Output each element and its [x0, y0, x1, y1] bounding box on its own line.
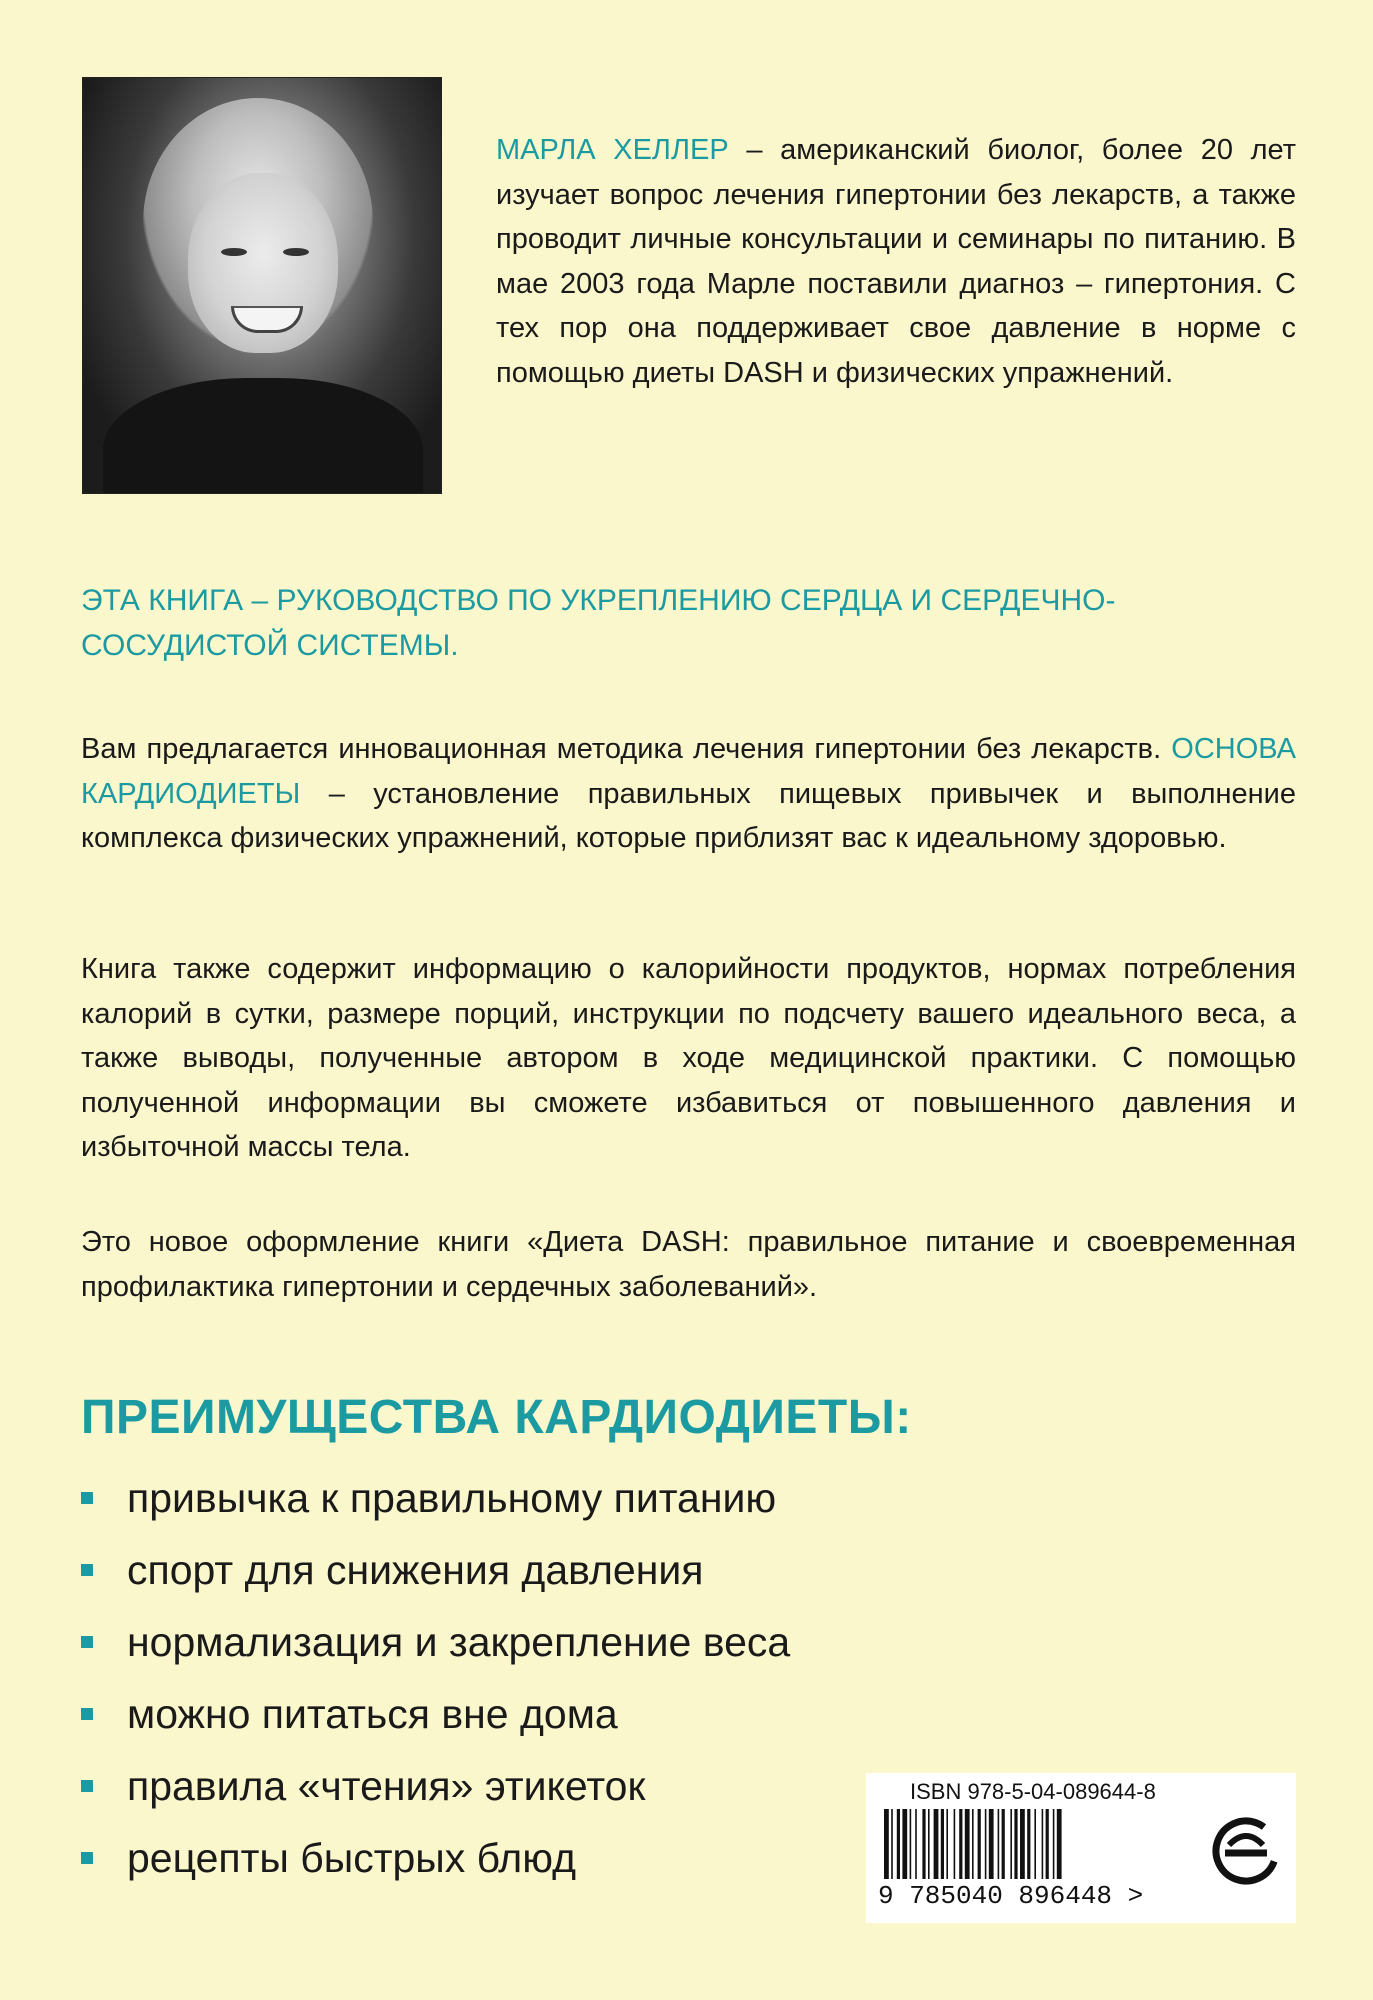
isbn-barcode: [866, 1773, 1296, 1923]
advantage-item: [81, 1542, 790, 1614]
advantage-item: [81, 1470, 790, 1542]
description-paragraph-3: Это новое оформление книги «Диета DASH: правильное питание и своевременная профилактика гипертонии и сердечных заболеваний».: [81, 1226, 1296, 1303]
advantage-item: [81, 1758, 790, 1830]
publisher-logo-icon: [1211, 1815, 1281, 1887]
description-paragraph-1: [81, 727, 1296, 861]
author-bio: [496, 128, 1296, 395]
advantage-text: можно питаться вне дома: [127, 1691, 618, 1737]
advantage-item: [81, 1686, 790, 1758]
advantage-text: правила «чтения» этикеток: [127, 1763, 646, 1809]
barcode-bars: [878, 1809, 1198, 1881]
author-photo: [82, 77, 442, 494]
advantages-title: ПРЕИМУЩЕСТВА КАРДИОДИЕТЫ:: [81, 1391, 912, 1444]
advantage-text: спорт для снижения давления: [127, 1547, 704, 1593]
advantages-list: [81, 1470, 790, 1902]
p1-text-end: – установление правильных пищевых привычек и выполнение комплекса физических упражнений, которые приблизят вас к идеальному здоровью.: [81, 777, 1296, 854]
advantage-item: [81, 1614, 790, 1686]
square-bullet-icon: [81, 1780, 93, 1792]
advantage-text: рецепты быстрых блюд: [127, 1835, 576, 1881]
square-bullet-icon: [81, 1564, 93, 1576]
p1-highlight: ОСНОВА КАРДИОДИЕТЫ: [81, 733, 1296, 810]
advantage-text: привычка к правильному питанию: [127, 1475, 777, 1521]
square-bullet-icon: [81, 1636, 93, 1648]
square-bullet-icon: [81, 1492, 93, 1504]
p1-text-start: Вам предлагается инновационная методика лечения гипертонии без лекарств.: [81, 733, 1172, 765]
author-bio-text: – американский биолог, более 20 лет изучает вопрос лечения гипертонии без лекарств, а также проводит личные консультации и семинары по питанию. В мае 2003 года Марле поставили диагноз – гипертония. С тех пор она поддерживает свое давление в норме с помощью диеты DASH и физических упражнений.: [496, 134, 1296, 389]
book-lead: ЭТА КНИГА – РУКОВОДСТВО ПО УКРЕПЛЕНИЮ СЕРДЦА И СЕРДЕЧНО-СОСУДИСТОЙ СИСТЕМЫ.: [81, 584, 1116, 662]
isbn-number: ISBN 978-5-04-089644-8: [910, 1779, 1156, 1804]
advantage-item: [81, 1830, 790, 1902]
barcode-digits: 9 785040 896448 >: [878, 1881, 1144, 1911]
square-bullet-icon: [81, 1852, 93, 1864]
square-bullet-icon: [81, 1708, 93, 1720]
description-paragraph-2: Книга также содержит информацию о калорийности продуктов, нормах потребления калорий в сутки, размере порций, инструкции по подсчету вашего идеального веса, а также выводы, полученные автором в ходе медицинской практики. С помощью полученной информации вы сможете избавиться от повышенного давления и избыточной массы тела.: [81, 953, 1296, 1163]
advantage-text: нормализация и закрепление веса: [127, 1619, 791, 1665]
author-name: МАРЛА ХЕЛЛЕР: [496, 134, 729, 166]
